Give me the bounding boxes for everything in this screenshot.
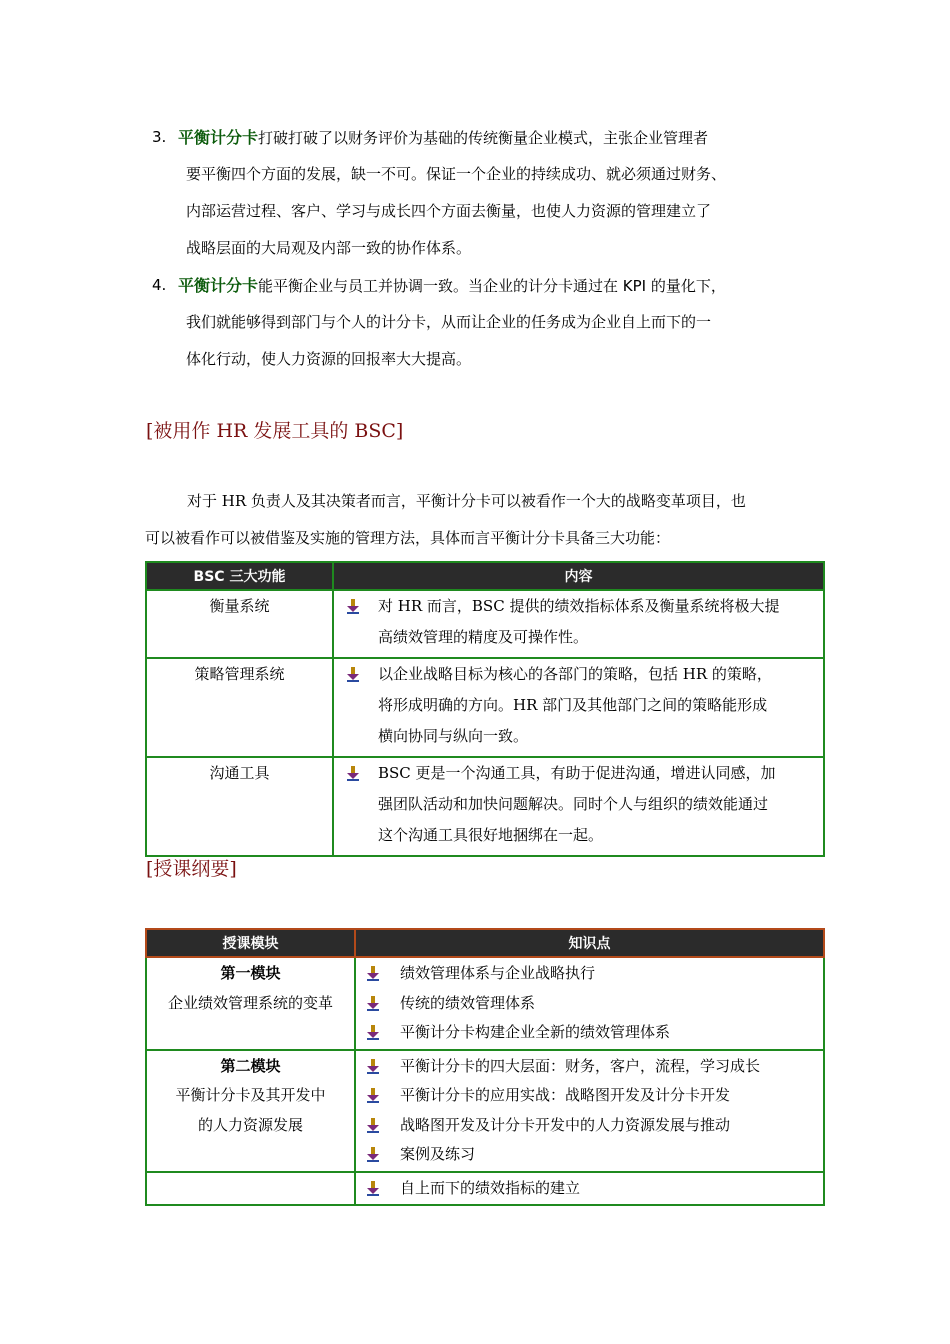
table-row <box>146 1172 824 1206</box>
list-item-4 <box>152 267 812 378</box>
content-cell <box>333 658 824 757</box>
arrow-bullet-icon <box>366 1058 380 1074</box>
item-text-line: 打破打破了以财务评价为基础的传统衡量企业模式，主张企业管理者 <box>258 129 709 147</box>
item-text-line: 内部运营过程、客户、学习与成长四个方面去衡量，也使人力资源的管理建立了 <box>186 202 712 220</box>
list-item <box>366 959 815 989</box>
content-line: 高绩效管理的精度及可操作性。 <box>378 628 589 646</box>
course-outline-table <box>145 928 825 1206</box>
module-desc: 的人力资源发展 <box>197 1115 303 1134</box>
table-row <box>146 757 824 856</box>
intro-paragraph <box>145 483 815 557</box>
list-item <box>366 1174 815 1204</box>
list-item <box>366 1052 815 1082</box>
item-text-line: 要平衡四个方面的发展，缺一不可。保证一个企业的持续成功、就必须通过财务、 <box>186 165 727 183</box>
content-line: 将形成明确的方向。HR 部门及其他部门之间的策略能形成 <box>378 696 768 714</box>
point-text: 绩效管理体系与企业战略执行 <box>400 964 596 982</box>
module-desc: 企业绩效管理系统的变革 <box>167 993 333 1012</box>
item-text-line: 我们就能够得到部门与个人的计分卡，从而让企业的任务成为企业自上而下的一 <box>186 313 712 331</box>
content-line: 这个沟通工具很好地捆绑在一起。 <box>378 826 604 844</box>
module-cell <box>146 1050 355 1172</box>
points-cell <box>355 1172 824 1206</box>
arrow-bullet-icon <box>366 1117 380 1133</box>
point-text: 案例及练习 <box>400 1145 476 1163</box>
point-text: 传统的绩效管理体系 <box>400 993 536 1012</box>
function-cell: 衡量系统 <box>146 590 333 658</box>
table-row <box>146 957 824 1050</box>
item-text-line: 战略层面的大局观及内部一致的协作体系。 <box>186 239 472 257</box>
highlight-term: 平衡计分卡 <box>178 128 259 147</box>
arrow-bullet-icon <box>346 765 360 781</box>
section-heading-syllabus: [授课纲要] <box>146 858 237 880</box>
highlight-term: 平衡计分卡 <box>178 276 259 295</box>
item-text-line: 体化行动，使人力资源的回报率大大提高。 <box>186 350 472 368</box>
points-cell <box>355 1050 824 1172</box>
table-header-row <box>146 929 824 957</box>
paragraph-line: 可以被看作可以被借鉴及实施的管理方法，具体而言平衡计分卡具备三大功能： <box>145 529 671 547</box>
table-row <box>146 658 824 757</box>
content-cell <box>333 757 824 856</box>
section-heading-bsc: [被用作 HR 发展工具的 BSC] <box>146 420 404 442</box>
list-item <box>366 989 815 1019</box>
list-number: 4. <box>152 276 167 294</box>
content-line: 对 HR 而言，BSC 提供的绩效指标体系及衡量系统将极大提 <box>378 597 780 615</box>
header-cell-function: BSC 三大功能 <box>146 562 333 590</box>
header-cell-module: 授课模块 <box>146 929 355 957</box>
module-title: 第一模块 <box>220 964 281 982</box>
bsc-functions-table <box>145 561 825 857</box>
list-item <box>366 1111 815 1141</box>
point-text: 平衡计分卡的应用实战：战略图开发及计分卡开发 <box>400 1086 731 1104</box>
content-line: 横向协同与纵向一致。 <box>378 727 529 745</box>
point-text: 战略图开发及计分卡开发中的人力资源发展与推动 <box>400 1115 731 1134</box>
list-item <box>366 1018 815 1048</box>
point-text: 自上而下的绩效指标的建立 <box>400 1178 581 1197</box>
function-cell: 策略管理系统 <box>146 658 333 757</box>
arrow-bullet-icon <box>366 965 380 981</box>
item-text-line: 能平衡企业与员工并协调一致。当企业的计分卡通过在 <box>258 277 623 295</box>
list-number: 3. <box>152 128 167 146</box>
arrow-bullet-icon <box>366 1146 380 1162</box>
content-line: 以企业战略目标为核心的各部门的策略，包括 HR 的策略， <box>378 665 772 683</box>
table-row <box>146 590 824 658</box>
arrow-bullet-icon <box>346 598 360 614</box>
table-row <box>146 1050 824 1172</box>
arrow-bullet-icon <box>346 666 360 682</box>
arrow-bullet-icon <box>366 1180 380 1196</box>
list-item <box>366 1081 815 1111</box>
module-title: 第二模块 <box>220 1056 281 1075</box>
function-cell: 沟通工具 <box>146 757 333 856</box>
content-line: BSC 更是一个沟通工具，有助于促进沟通，增进认同感，加 <box>378 764 776 782</box>
paragraph-line: 对于 HR 负责人及其决策者而言，平衡计分卡可以被看作一个大的战略变革项目，也 <box>187 492 746 510</box>
content-line: 强团队活动和加快问题解决。同时个人与组织的绩效能通过 <box>378 795 769 813</box>
point-text: 平衡计分卡构建企业全新的绩效管理体系 <box>400 1023 671 1041</box>
point-text: 平衡计分卡的四大层面：财务，客户，流程，学习成长 <box>400 1056 761 1075</box>
arrow-bullet-icon <box>366 995 380 1011</box>
header-cell-content: 内容 <box>333 562 824 590</box>
module-cell <box>146 957 355 1050</box>
module-desc: 平衡计分卡及其开发中 <box>175 1086 326 1104</box>
kpi-term: KPI <box>622 277 647 295</box>
table-header-row <box>146 562 824 590</box>
points-cell <box>355 957 824 1050</box>
item-text-line: 的量化下， <box>646 277 726 295</box>
content-cell <box>333 590 824 658</box>
list-item-3 <box>152 119 812 267</box>
arrow-bullet-icon <box>366 1087 380 1103</box>
module-cell-empty <box>146 1172 355 1206</box>
header-cell-points: 知识点 <box>355 929 824 957</box>
list-item <box>366 1140 815 1170</box>
arrow-bullet-icon <box>366 1024 380 1040</box>
